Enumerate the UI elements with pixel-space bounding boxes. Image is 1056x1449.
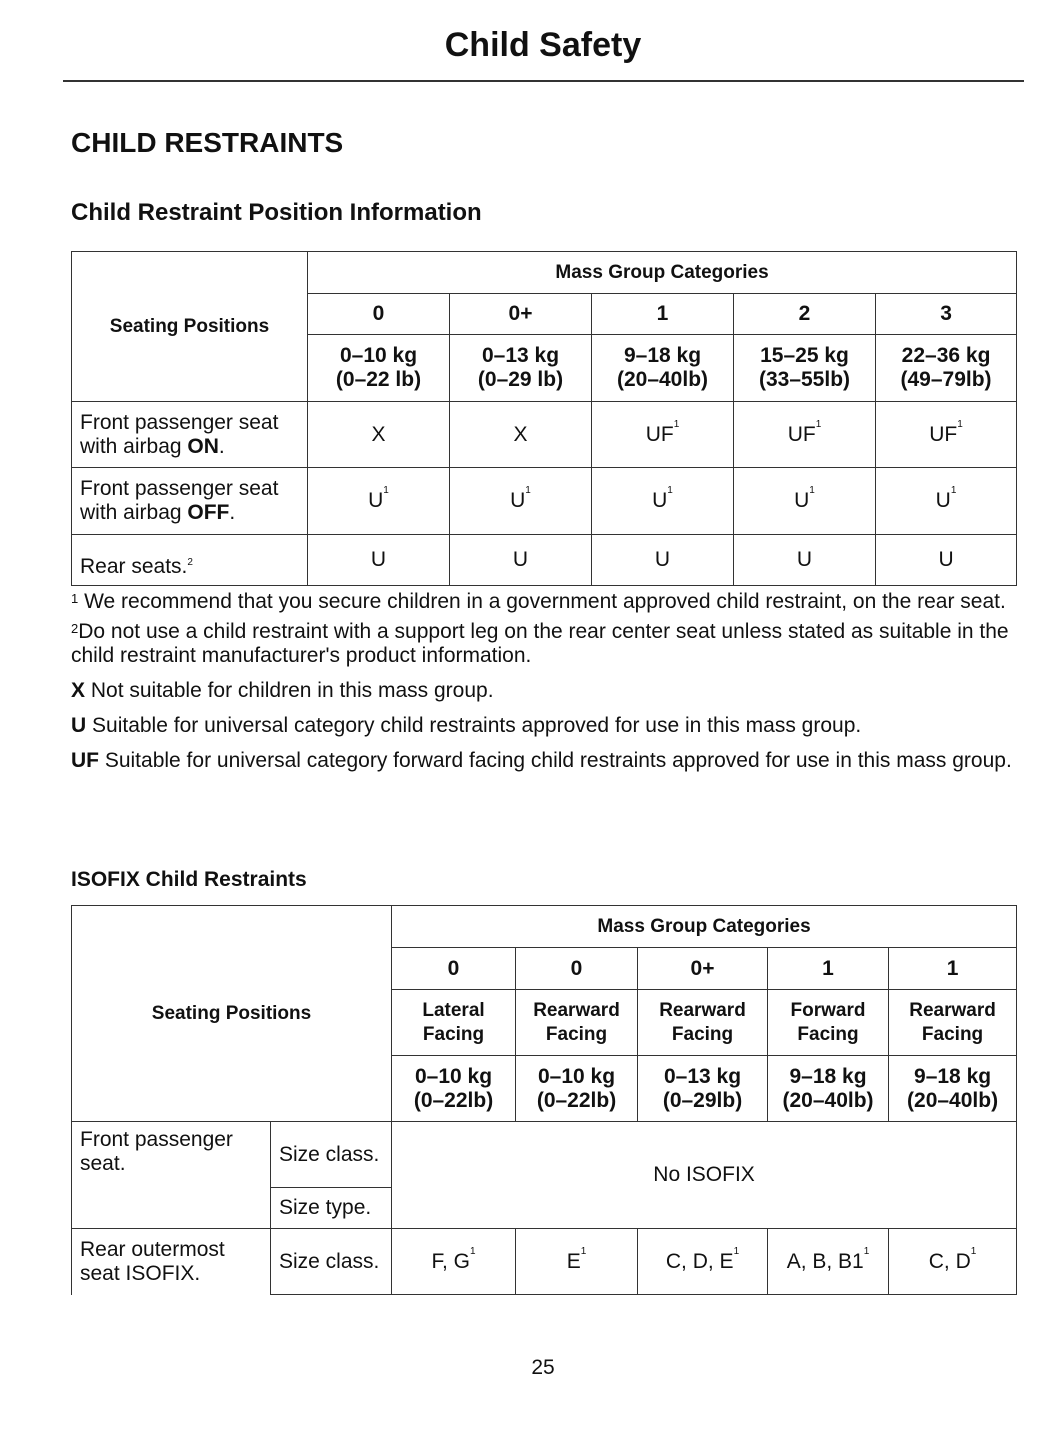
mass-range-kg: 15–25 kg <box>760 344 849 367</box>
group-header: 0 <box>516 948 638 990</box>
mass-range-header <box>768 1056 889 1122</box>
facing-line1: Lateral <box>422 999 485 1021</box>
cell-value: C, D <box>928 1249 971 1273</box>
footnote-text: We recommend that you secure children in a government approved child restraint, on the rear seat. <box>78 590 1006 613</box>
subsection-heading: Child Restraint Position Information <box>71 199 482 226</box>
cell-footnote: 1 <box>383 485 389 496</box>
title-divider <box>63 80 1024 82</box>
mass-range-header <box>592 335 734 402</box>
cell-value: U <box>512 548 529 571</box>
group-header: 0 <box>392 948 516 990</box>
legend-item-uf <box>71 749 1021 773</box>
mass-range-kg: 0–10 kg <box>339 344 418 367</box>
table-cell <box>308 468 450 535</box>
mass-range-header <box>734 335 876 402</box>
mass-range-lb: (49–79lb) <box>900 368 992 391</box>
cell-footnote: 1 <box>950 485 957 496</box>
row-label-airbag-off <box>72 468 308 535</box>
table-cell <box>592 535 734 586</box>
footnote-mark: 1 <box>71 591 79 606</box>
table-row <box>72 402 1017 468</box>
facing-line2: Facing <box>797 1023 859 1045</box>
table-cell <box>392 1229 516 1295</box>
seating-positions-header: Seating Positions <box>72 906 392 1122</box>
cell-footnote: 1 <box>863 1245 870 1257</box>
table-cell <box>768 1229 889 1295</box>
table-cell <box>734 468 876 535</box>
cell-footnote: 1 <box>673 418 680 430</box>
legend-key: X <box>71 679 86 702</box>
facing-header <box>638 990 768 1056</box>
cell-value: UF <box>787 422 816 446</box>
row-label-footnote: 2 <box>187 557 193 568</box>
cell-value: U <box>654 548 671 571</box>
mass-range-lb: (0–22lb) <box>536 1088 617 1112</box>
cell-value: UF <box>929 422 958 446</box>
mass-range-lb: (0–22 lb) <box>335 368 422 391</box>
row-label-bold: ON <box>187 434 219 458</box>
footnote-text: Do not use a child restraint with a support leg on the rear center seat unless stated as suitable in the child restraint manufacturer's product information. <box>71 620 1009 667</box>
group-header: 0+ <box>638 948 768 990</box>
row-label-suffix: . <box>229 501 236 524</box>
mass-range-lb: (0–22lb) <box>413 1088 494 1112</box>
facing-header <box>392 990 516 1056</box>
mass-range-lb: (0–29lb) <box>662 1088 743 1112</box>
mass-range-header <box>308 335 450 402</box>
table-cell <box>876 402 1017 468</box>
size-type-label: Size type. <box>271 1188 392 1229</box>
facing-line2: Facing <box>422 1023 485 1045</box>
cell-footnote: 1 <box>580 1245 587 1257</box>
cell-footnote: 1 <box>733 1245 740 1257</box>
table-cell <box>450 468 592 535</box>
table-row <box>72 535 1017 586</box>
group-header: 1 <box>592 294 734 335</box>
child-restraint-position-table <box>71 251 1017 586</box>
mass-range-header <box>876 335 1017 402</box>
section-heading: CHILD RESTRAINTS <box>71 127 344 158</box>
table-cell <box>450 535 592 586</box>
cell-value: X <box>513 422 528 446</box>
table-cell <box>592 468 734 535</box>
legend-item-u <box>71 714 1021 738</box>
table-cell <box>734 402 876 468</box>
table-row <box>72 1122 1017 1188</box>
row-label-text: Front passenger seat with airbag <box>80 410 279 458</box>
mass-range-kg: 0–13 kg <box>481 344 560 367</box>
table-cell <box>734 535 876 586</box>
cell-value: C, D, E <box>665 1249 734 1273</box>
isofix-heading: ISOFIX Child Restraints <box>71 868 307 891</box>
row-label-rear-outermost: Rear outermost seat ISOFIX. <box>72 1229 271 1295</box>
footnote-2 <box>71 620 1021 668</box>
group-header: 2 <box>734 294 876 335</box>
cell-footnote: 1 <box>525 485 531 496</box>
cell-footnote: 1 <box>957 418 963 430</box>
group-header: 1 <box>768 948 889 990</box>
cell-footnote: 1 <box>815 418 822 430</box>
mass-range-header <box>392 1056 516 1122</box>
facing-line2: Facing <box>545 1023 608 1045</box>
table-row <box>72 468 1017 535</box>
row-label-suffix: . <box>218 434 225 458</box>
table-cell <box>308 402 450 468</box>
cell-value: X <box>371 422 386 446</box>
size-class-label: Size class. <box>271 1122 392 1188</box>
table-cell <box>516 1229 638 1295</box>
cell-footnote: 1 <box>667 485 673 496</box>
facing-header <box>768 990 889 1056</box>
footnote-1 <box>71 590 1021 614</box>
cell-value: U <box>368 489 384 512</box>
cell-value: U <box>652 489 668 512</box>
page-title: Child Safety <box>444 26 642 64</box>
legend-text: Suitable for universal category forward facing child restraints approved for use in this mass group. <box>99 749 1012 772</box>
cell-value: A, B, B1 <box>786 1249 864 1273</box>
cell-value: U <box>935 489 951 512</box>
cell-value: U <box>938 548 954 571</box>
mass-range-header <box>889 1056 1017 1122</box>
facing-header <box>889 990 1017 1056</box>
facing-line1: Forward <box>790 999 866 1021</box>
facing-line1: Rearward <box>909 999 996 1021</box>
cell-value: U <box>370 548 387 571</box>
mass-range-kg: 9–18 kg <box>623 344 702 367</box>
table-cell <box>308 535 450 586</box>
table-cell <box>876 535 1017 586</box>
page-number: 25 <box>531 1356 555 1379</box>
row-label-bold: OFF <box>187 501 230 524</box>
seating-positions-header: Seating Positions <box>72 252 308 402</box>
facing-line2: Facing <box>921 1023 984 1045</box>
mass-range-lb: (20–40lb) <box>907 1088 999 1112</box>
table-notes <box>71 590 1021 784</box>
mass-range-header <box>516 1056 638 1122</box>
mass-range-kg: 0–10 kg <box>414 1064 493 1088</box>
facing-line2: Facing <box>671 1023 734 1045</box>
mass-range-header <box>450 335 592 402</box>
table-cell <box>889 1229 1017 1295</box>
table-cell <box>592 402 734 468</box>
mass-group-categories-header: Mass Group Categories <box>308 252 1017 294</box>
mass-range-lb: (20–40lb) <box>616 368 709 391</box>
mass-range-kg: 0–10 kg <box>537 1064 616 1088</box>
mass-range-kg: 9–18 kg <box>914 1064 992 1088</box>
cell-value: U <box>796 548 813 571</box>
mass-range-lb: (33–55lb) <box>758 368 851 391</box>
facing-line1: Rearward <box>533 999 620 1021</box>
table-row <box>72 1229 1017 1295</box>
cell-footnote: 1 <box>469 1245 476 1257</box>
group-header: 0+ <box>450 294 592 335</box>
facing-line1: Rearward <box>659 999 746 1021</box>
cell-footnote: 1 <box>970 1245 977 1257</box>
row-label-text: Rear seats. <box>80 555 188 578</box>
mass-range-kg: 0–13 kg <box>663 1064 742 1088</box>
mass-range-kg: 9–18 kg <box>789 1064 867 1088</box>
table-cell <box>638 1229 768 1295</box>
legend-text: Suitable for universal category child restraints approved for use in this mass group. <box>86 714 862 737</box>
legend-key: UF <box>71 749 99 772</box>
cell-value: U <box>794 489 810 512</box>
table-cell <box>450 402 592 468</box>
mass-range-kg: 22–36 kg <box>901 344 991 367</box>
group-header: 3 <box>876 294 1017 335</box>
row-label-front-passenger: Front passenger seat. <box>72 1122 271 1229</box>
size-class-label: Size class. <box>271 1229 392 1295</box>
cell-value: F, G <box>431 1249 470 1273</box>
mass-group-categories-header: Mass Group Categories <box>392 906 1017 948</box>
row-label-text: Front passenger seat with airbag <box>80 477 279 524</box>
cell-value: E <box>566 1249 581 1273</box>
isofix-table <box>71 905 1017 1295</box>
cell-value: U <box>510 489 526 512</box>
footnote-mark: 2 <box>71 621 79 636</box>
group-header: 1 <box>889 948 1017 990</box>
cell-footnote: 1 <box>809 485 815 496</box>
mass-range-lb: (20–40lb) <box>782 1088 874 1112</box>
group-header: 0 <box>308 294 450 335</box>
legend-key: U <box>71 714 87 737</box>
table-cell <box>876 468 1017 535</box>
legend-item-x <box>71 679 1021 703</box>
mass-range-lb: (0–29 lb) <box>477 368 564 391</box>
row-label-rear-seats <box>72 535 308 586</box>
cell-value: UF <box>645 422 674 446</box>
row-label-airbag-on <box>72 402 308 468</box>
legend-text: Not suitable for children in this mass group. <box>85 679 494 702</box>
facing-header <box>516 990 638 1056</box>
mass-range-header <box>638 1056 768 1122</box>
no-isofix-cell: No ISOFIX <box>392 1122 1017 1229</box>
